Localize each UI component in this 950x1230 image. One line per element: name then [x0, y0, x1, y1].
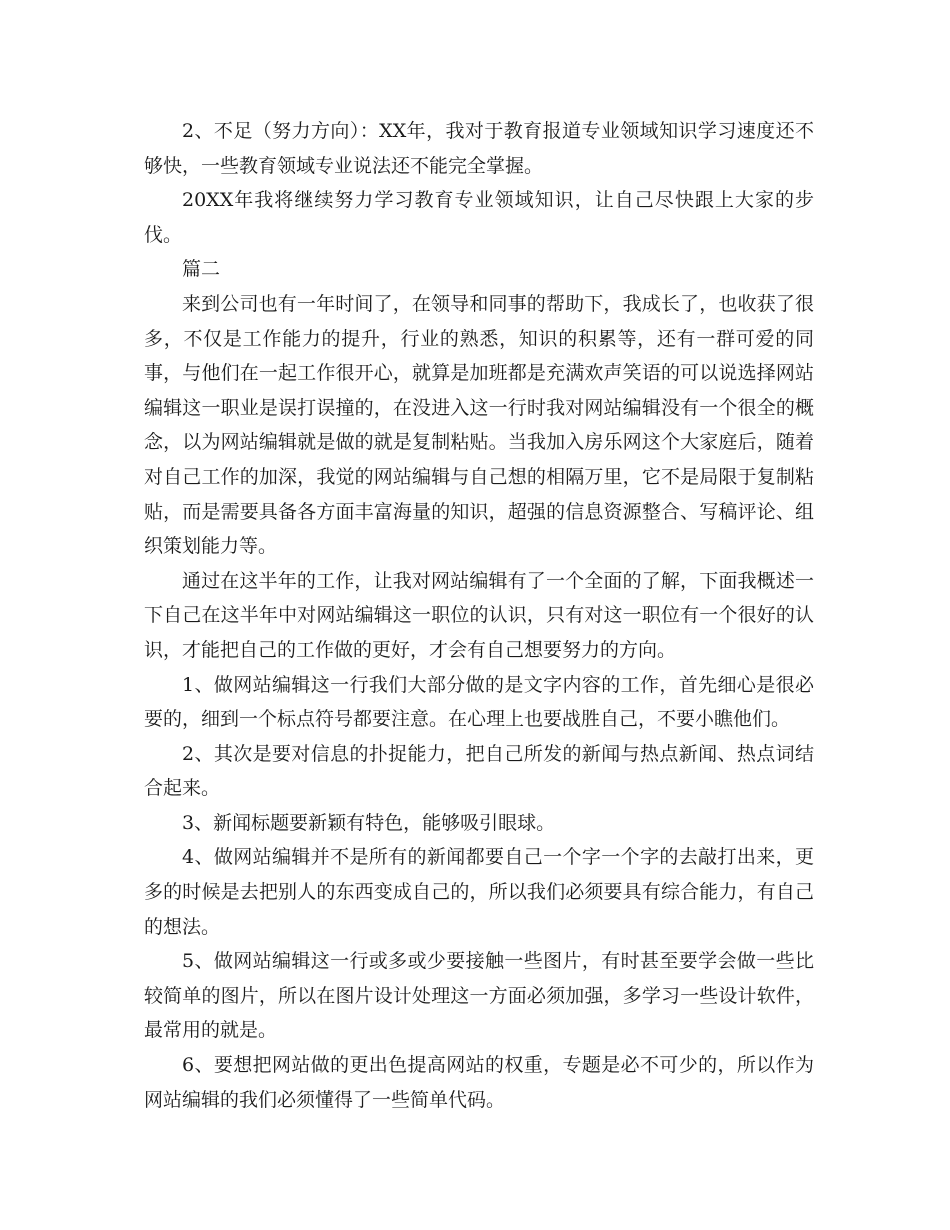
paragraph-point-1: 1、做网站编辑这一行我们大部分做的是文字内容的工作，首先细心是很必要的，细到一个标点符号都要注意。在心理上也要战胜自己，不要小瞧他们。 [144, 673, 814, 731]
paragraph-point-3: 3、新闻标题要新颖有特色，能够吸引眼球。 [182, 811, 556, 834]
paragraph-point-5: 5、做网站编辑这一行或多或少要接触一些图片，有时甚至要学会做一些比较简单的图片，所以在图片设计处理这一方面必须加强，多学习一些设计软件，最常用的就是。 [144, 950, 814, 1042]
paragraph-shortcomings: 2、不足（努力方向）：XX年，我对于教育报道专业领域知识学习速度还不够快，一些教育领域专业说法还不能完全掌握。 [144, 120, 814, 177]
paragraph-point-4: 4、做网站编辑并不是所有的新闻都要自己一个字一个字的去敲打出来，更多的时候是去把别人的东西变成自己的，所以我们必须要具有综合能力，有自己的想法。 [144, 846, 814, 938]
paragraph-next-year-plan: 20XX年我将继续努力学习教育专业领域知识，让自己尽快跟上大家的步伐。 [144, 189, 814, 246]
paragraph-point-6: 6、要想把网站做的更出色提高网站的权重，专题是必不可少的，所以作为网站编辑的我们必须懂得了一些简单代码。 [144, 1054, 814, 1111]
document-body [144, 114, 814, 1117]
paragraph-point-2: 2、其次是要对信息的扑捉能力，把自己所发的新闻与热点新闻、热点词结合起来。 [144, 742, 814, 800]
section-heading-part-two: 篇二 [182, 258, 221, 281]
paragraph-overview: 通过在这半年的工作，让我对网站编辑有了一个全面的了解，下面我概述一下自己在这半年中对网站编辑这一职位的认识，只有对这一职位有一个很好的认识，才能把自己的工作做的更好，才会有自己想要努力的方向。 [144, 569, 814, 661]
paragraph-intro: 来到公司也有一年时间了，在领导和同事的帮助下，我成长了，也收获了很多，不仅是工作能力的提升，行业的熟悉，知识的积累等，还有一群可爱的同事，与他们在一起工作很开心，就算是加班都是充满欢声笑语的可以说选择网站编辑这一职业是误打误撞的，在没进入这一行时我对网站编辑没有一个很全的概念，以为网站编辑就是做的就是复制粘贴。当我加入房乐网这个大家庭后，随着对自己工作的加深，我觉的网站编辑与自己想的相隔万里，它不是局限于复制粘贴，而是需要具备各方面丰富海量的知识，超强的信息资源整合、写稿评论、组织策划能力等。 [144, 292, 814, 558]
